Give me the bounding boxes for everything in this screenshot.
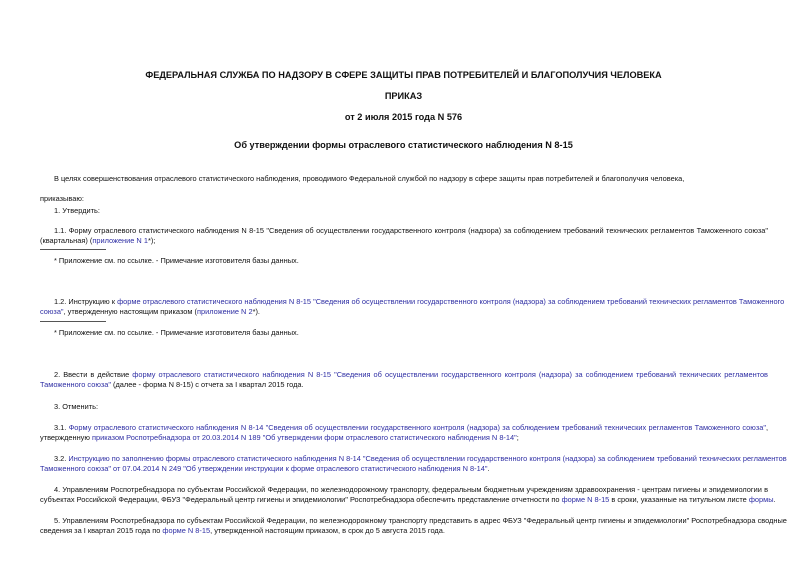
appendix1-link[interactable]: приложение N 1 (92, 236, 148, 245)
form-8-14-link[interactable]: Форму отраслевого статистического наблюдения N 8-14 "Сведения об осуществлении государственного контроля (надзора) за соблюдением требований технических регламентов Таможенного союза" (68, 423, 766, 432)
item3-2-line1 (54, 454, 787, 464)
item3-2-line2 (40, 464, 490, 474)
agency-heading: ФЕДЕРАЛЬНАЯ СЛУЖБА ПО НАДЗОРУ В СФЕРЕ ЗАЩИТЫ ПРАВ ПОТРЕБИТЕЛЕЙ И БЛАГОПОЛУЧИЯ ЧЕЛОВЕКА (145, 70, 662, 80)
item3-1-comma: , (765, 423, 768, 432)
order-189-link[interactable]: приказом Роспотребнадзора от 20.03.2014 N 189 "Об утверждении форм отраслевого статистического наблюдения N 8-14" (91, 433, 517, 442)
appendix2-link[interactable]: приложение N 2 (196, 307, 253, 316)
item5-line2 (40, 526, 445, 536)
form-8-15-link-3[interactable]: форме N 8-15 (162, 526, 211, 535)
item4-period: . (773, 495, 776, 504)
instruction-8-14-link[interactable]: Инструкцию по заполнению формы отраслевого статистического наблюдения N 8-14 "Сведения об осуществлении государственного контроля (надзора) за соблюдением требований технических регламентов (68, 454, 787, 463)
item4-line1: 4. Управлениям Роспотребнадзора по субъектам Российской Федерации, по железнодорожному транспорту, федеральным бюджетным учреждениям здравоохранения - центрам гигиены и эпидемиологии в (54, 485, 768, 494)
item1-2-suffix: *). (252, 307, 260, 316)
item3-1-line1 (54, 423, 768, 433)
item1-2-line1 (54, 297, 785, 307)
item3-1-approved: утвержденную (40, 433, 92, 442)
item3-2-prefix: 3.2. (54, 454, 69, 463)
item5-suffix: , утвержденной настоящим приказом, в срок до 5 августа 2015 года. (210, 526, 445, 535)
item1-1-line2 (40, 236, 155, 246)
item3-1-prefix: 3.1. (54, 423, 69, 432)
item1-heading: 1. Утвердить: (54, 206, 100, 215)
order-word: приказываю: (40, 194, 84, 203)
instruction-form-link[interactable]: форме отраслевого статистического наблюдения N 8-15 "Сведения об осуществлении государственного контроля (надзора) за соблюдением требований технических регламентов Таможенного (117, 297, 785, 306)
footnote-1: * Приложение см. по ссылке. - Примечание изготовителя базы данных. (54, 256, 299, 265)
item2-suffix: (далее - форма N 8-15) с отчета за I квартал 2015 года. (110, 380, 304, 389)
item1-1-suffix: *); (147, 236, 156, 245)
item3-2-period: . (487, 464, 490, 473)
instruction-8-14-link-cont[interactable]: Таможенного союза" от 07.04.2014 N 249 "Об утверждении инструкции к форме отраслевого статистического наблюдения N 8-14" (40, 464, 488, 473)
item3-1-semicolon: ; (516, 433, 519, 442)
item4-line2 (40, 495, 776, 505)
instruction-form-link-cont[interactable]: союза" (40, 307, 64, 316)
item1-1-prefix: (квартальная) ( (40, 236, 93, 245)
footnote-rule-1 (40, 249, 106, 250)
item4-mid: в сроки, указанные на титульном листе (609, 495, 749, 504)
document-title: Об утверждении формы отраслевого статистического наблюдения N 8-15 (234, 140, 573, 150)
form-8-15-link[interactable]: форму отраслевого статистического наблюдения N 8-15 "Сведения об осуществлении государственного контроля (надзора) за соблюдением требований технических регламентов (132, 370, 768, 379)
preamble-text: В целях совершенствования отраслевого статистического наблюдения, проводимого Федеральной службой по надзору в сфере защиты прав потребителей и благополучия человека, (54, 174, 685, 183)
item2-line2 (40, 380, 304, 390)
form-8-15-link-cont[interactable]: Таможенного союза" (40, 380, 111, 389)
date-number-heading: от 2 июля 2015 года N 576 (344, 112, 463, 122)
item2-prefix: 2. Ввести в действие (54, 370, 133, 379)
form-8-15-link-2[interactable]: форме N 8-15 (561, 495, 610, 504)
footnote-rule-2 (40, 321, 106, 322)
item4-text: субъектах Российской Федерации, ФБУЗ "Федеральный центр гигиены и эпидемиологии" Роспотребнадзора обеспечить представление отчетности по (40, 495, 562, 504)
item5-line1: 5. Управлениям Роспотребнадзора по субъектам Российской Федерации, по железнодорожному транспорту представить в адрес ФБУЗ "Федеральный центр гигиены и эпидемиологии" Роспотребнадзора сводные (54, 516, 787, 525)
item3-1-line2 (40, 433, 519, 443)
item1-2-line2 (40, 307, 260, 317)
item1-1-line1: 1.1. Форму отраслевого статистического наблюдения N 8-15 "Сведения об осуществлении государственного контроля (надзора) за соблюдением требований технических регламентов Таможенного союза" (54, 226, 768, 235)
doc-type-heading: ПРИКАЗ (384, 91, 423, 101)
item1-2-prefix: 1.2. Инструкцию к (54, 297, 118, 306)
item1-2-mid: , утвержденную настоящим приказом ( (63, 307, 197, 316)
footnote-2: * Приложение см. по ссылке. - Примечание изготовителя базы данных. (54, 328, 299, 337)
item2-line1 (54, 370, 768, 380)
item3-heading: 3. Отменить: (54, 402, 99, 411)
form-title-sheet-link[interactable]: формы (748, 495, 774, 504)
item5-text: сведения за I квартал 2015 года по (40, 526, 163, 535)
